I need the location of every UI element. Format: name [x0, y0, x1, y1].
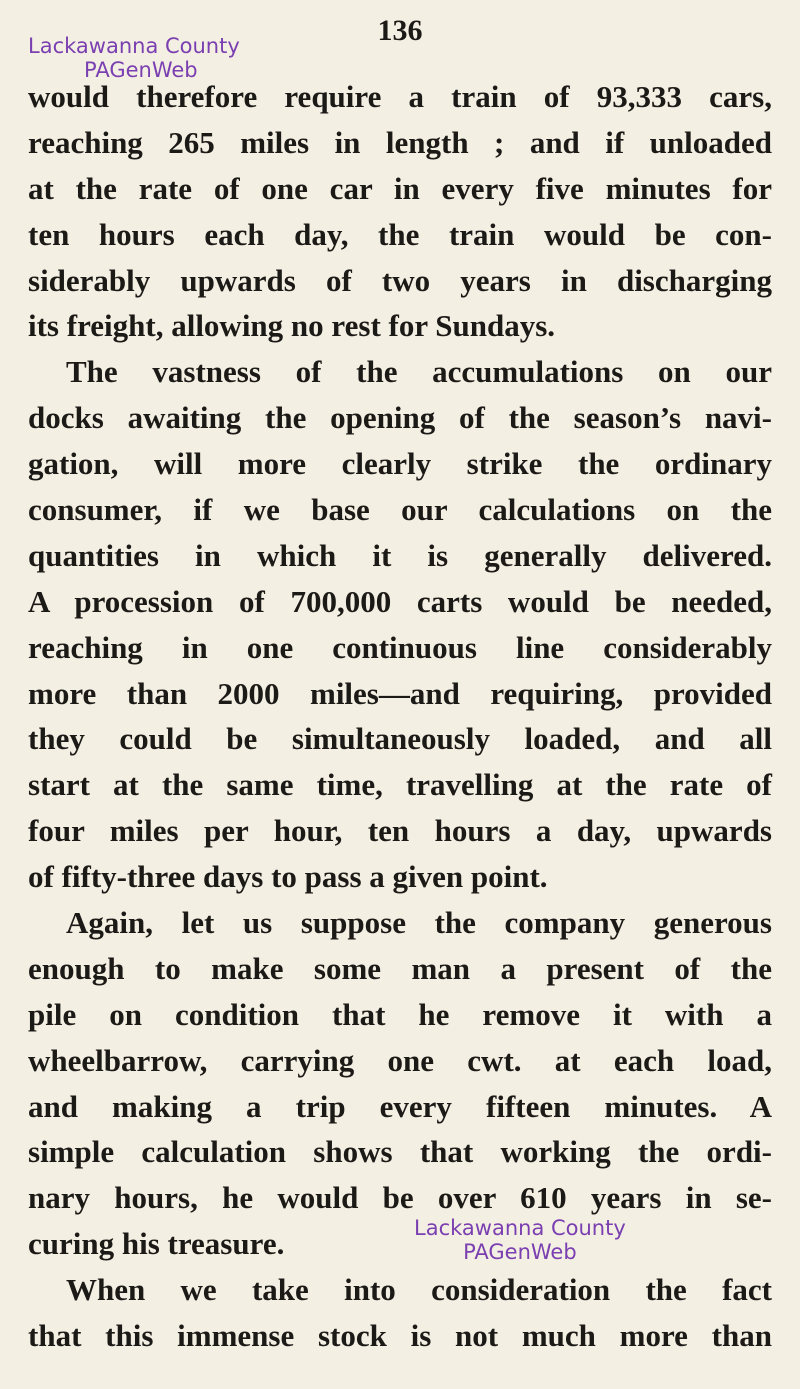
text-line: ten hours each day, the train would be con-	[28, 216, 772, 252]
text-line: would therefore require a train of 93,333 cars,	[28, 79, 772, 114]
text-line: simple calculation shows that working the ordi-	[28, 1134, 772, 1170]
text-line: reaching 265 miles in length ; and if unloaded	[28, 124, 772, 160]
text-line: curing his treasure.	[28, 1226, 285, 1262]
page-text	[28, 74, 772, 1359]
text-line: and making a trip every fifteen minutes. A	[28, 1088, 772, 1124]
watermark-line: Lackawanna County	[414, 1216, 626, 1240]
text-line: Again, let us suppose the company generous	[66, 905, 772, 941]
text-line: enough to make some man a present of the	[28, 950, 772, 986]
watermark-bottom	[414, 1216, 626, 1264]
text-line: A procession of 700,000 carts would be needed,	[28, 583, 772, 619]
text-line: more than 2000 miles—and requiring, provided	[28, 675, 772, 711]
text-line: nary hours, he would be over 610 years in se-	[28, 1180, 772, 1216]
text-line: that this immense stock is not much more than	[28, 1318, 772, 1354]
text-line: they could be simultaneously loaded, and all	[28, 721, 772, 757]
text-line: siderably upwards of two years in discharging	[28, 262, 772, 298]
text-line: its freight, allowing no rest for Sundays.	[28, 308, 556, 344]
page-number: 136	[377, 14, 423, 47]
watermark-line: PAGenWeb	[84, 58, 198, 82]
text-line: docks awaiting the opening of the season’s navi-	[28, 400, 772, 436]
watermark-line: Lackawanna County	[28, 34, 240, 58]
text-line: start at the same time, travelling at the rate of	[28, 767, 772, 803]
text-line: of fifty-three days to pass a given point.	[28, 859, 548, 895]
text-line: gation, will more clearly strike the ordinary	[28, 446, 772, 482]
text-line: at the rate of one car in every five minutes for	[28, 170, 772, 206]
text-line: quantities in which it is generally delivered.	[28, 537, 772, 573]
text-line: four miles per hour, ten hours a day, upwards	[28, 813, 772, 849]
text-line: pile on condition that he remove it with a	[28, 996, 772, 1032]
text-line: The vastness of the accumulations on our	[66, 354, 772, 390]
text-line: consumer, if we base our calculations on the	[28, 492, 772, 528]
text-line: wheelbarrow, carrying one cwt. at each load,	[28, 1042, 772, 1078]
text-line: reaching in one continuous line considerably	[28, 629, 772, 665]
watermark-line: PAGenWeb	[463, 1240, 577, 1264]
text-line: When we take into consideration the fact	[66, 1272, 772, 1308]
